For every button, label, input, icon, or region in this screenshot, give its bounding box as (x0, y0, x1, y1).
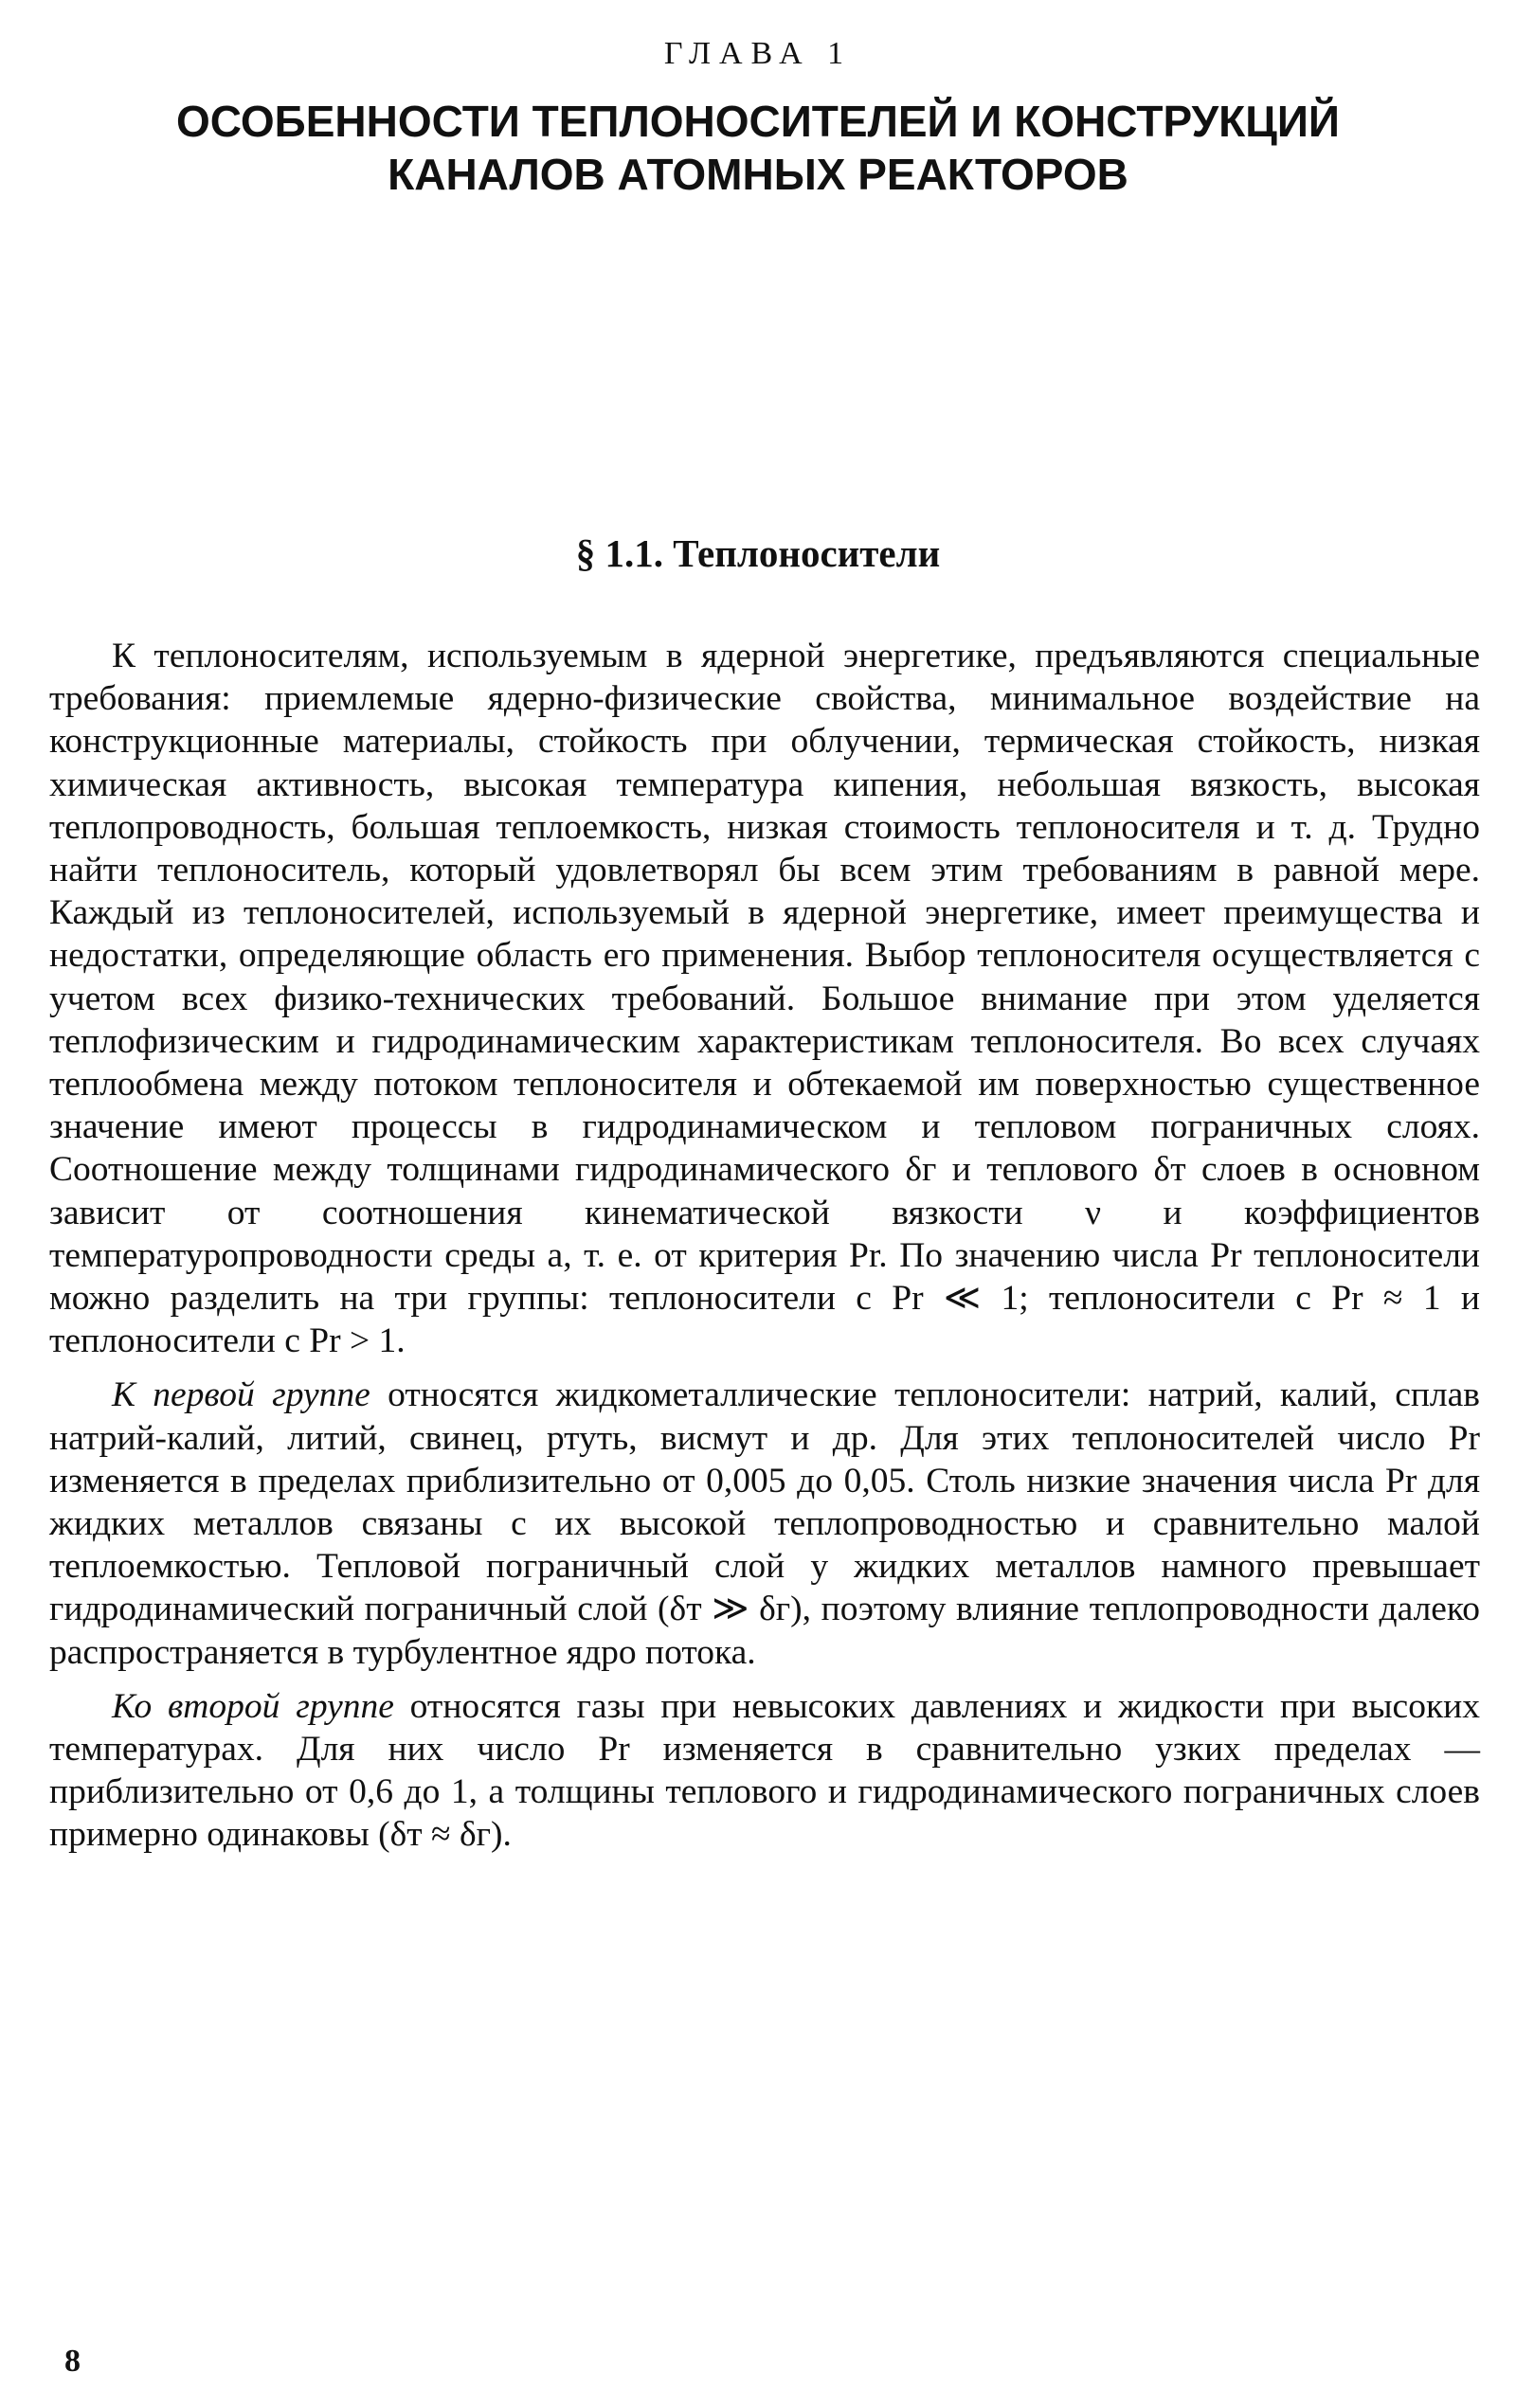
paragraph-3-text: относятся газы при невысоких давлениях и жидкости при высоких температурах. Для них число Pr изменяется в сравнительно узких пределах — приблизительно от 0,6 до 1, а толщины теплового и гидродинамического пограничных слоев примерно одинаковы (δт ≈ δг). (49, 1686, 1480, 1855)
paragraph-1: К теплоносителям, используемым в ядерной энергетике, предъявляются специальные требования: приемлемые ядерно-физические свойства, минимальное воздействие на конструкционные материалы, стойкость при облучении, термическая стойкость, низкая химическая активность, высокая температура кипения, небольшая вязкость, высокая теплопроводность, большая теплоемкость, низкая стоимость теплоносителя и т. д. Трудно найти теплоноситель, который удовлетворял бы всем этим требованиям в равной мере. Каждый из теплоносителей, используемый в ядерной энергетике, имеет преимущества и недостатки, определяющие область его применения. Выбор теплоносителя осуществляется с учетом всех физико-технических требований. Большое внимание при этом уделяется теплофизическим и гидродинамическим характеристикам теплоносителя. Во всех случаях теплообмена между потоком теплоносителя и обтекаемой им поверхностью существенное значение имеют процессы в гидродинамическом и тепловом пограничных слоях. Соотношение между толщинами гидродинамического δг и теплового δт слоев в основном зависит от соотношения кинематической вязкости ν и коэффициентов температуропроводности среды a, т. е. от критерия Pr. По значению числа Pr теплоносители можно разделить на три группы: теплоносители с Pr ≪ 1; теплоносители с Pr ≈ 1 и теплоносители с Pr > 1. (49, 637, 1480, 1361)
paragraph-2 (49, 1374, 1480, 1673)
section-heading: § 1.1. Теплоносители (575, 531, 941, 575)
body-text (49, 635, 1480, 1857)
page-number: 8 (64, 2344, 81, 2379)
chapter-label: ГЛАВА 1 (663, 36, 853, 71)
chapter-title-line-1: ОСОБЕННОСТИ ТЕПЛОНОСИТЕЛЕЙ И КОНСТРУКЦИЙ (176, 97, 1340, 146)
paragraph-2-text: относятся жидкометаллические теплоносители: натрий, калий, сплав натрий-калий, литий, свинец, ртуть, висмут и др. Для этих теплоносителей число Pr изменяется в пределах приблизительно от 0,005 до 0,05. Столь низкие значения числа Pr для жидких металлов связаны с их высокой теплопроводностью и сравнительно малой теплоемкостью. Тепловой пограничный слой у жидких металлов намного превышает гидродинамический пограничный слой (δт ≫ δг), поэтому влияние теплопроводности далеко распространяется в турбулентное ядро потока. (49, 1375, 1480, 1672)
chapter-title-line-2: КАНАЛОВ АТОМНЫХ РЕАКТОРОВ (388, 150, 1128, 199)
paragraph-2-lead: К первой группе (112, 1375, 370, 1415)
paragraph-3-lead: Ко второй группе (112, 1686, 394, 1726)
paragraph-3 (49, 1685, 1480, 1857)
chapter-title (57, 95, 1459, 201)
